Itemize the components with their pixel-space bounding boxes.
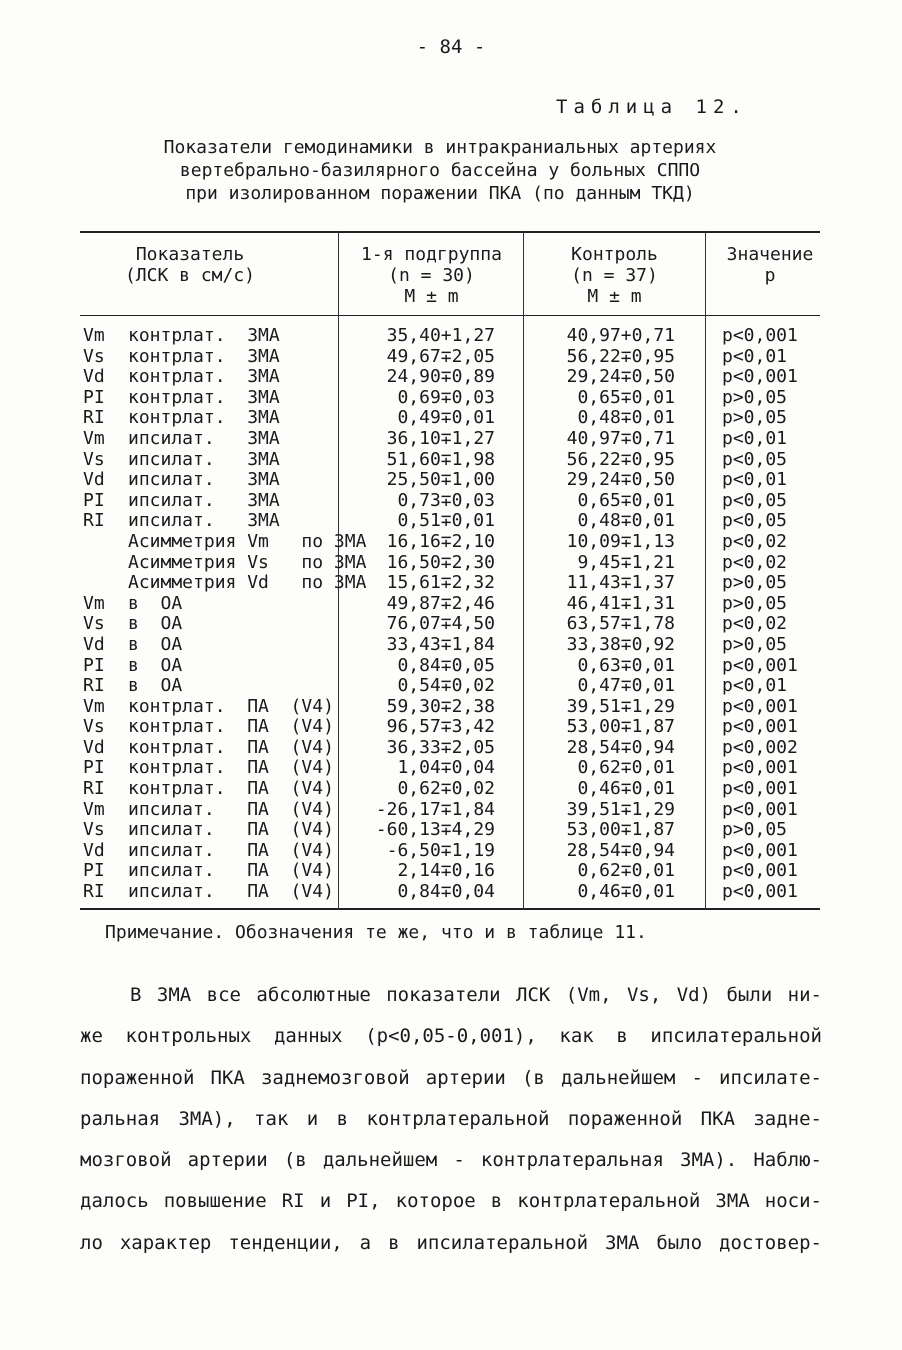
cell-description: контрлат. ЗМА bbox=[128, 366, 280, 388]
header-control-stat: M ± m bbox=[587, 286, 642, 307]
cell-description: в ОА bbox=[128, 613, 183, 635]
cell-indicator: PI bbox=[83, 386, 105, 408]
cell-group1-value: 0,49∓0,01 bbox=[397, 407, 495, 429]
cell-p-value: p<0,001 bbox=[722, 881, 798, 903]
cell-p-value: p>0,05 bbox=[722, 633, 788, 655]
table-row bbox=[0, 779, 902, 800]
cell-p-value: p<0,01 bbox=[722, 469, 788, 491]
table-body bbox=[0, 326, 902, 903]
cell-description: Асимметрия Vs по ЗМА bbox=[128, 551, 367, 573]
table-row bbox=[0, 429, 902, 450]
cell-indicator: Vs bbox=[83, 345, 105, 367]
cell-description: в ОА bbox=[128, 675, 183, 697]
cell-p-value: p<0,001 bbox=[722, 695, 798, 717]
cell-control-value: 63,57∓1,78 bbox=[566, 613, 675, 635]
cell-description: контрлат. ПА (V4) bbox=[128, 695, 334, 717]
cell-indicator: PI bbox=[83, 757, 105, 779]
table-row bbox=[0, 635, 902, 656]
header-indicator-unit: (ЛСК в см/с) bbox=[124, 265, 256, 286]
header-group1-stat: M ± m bbox=[404, 286, 459, 307]
header-control-title: Контроль bbox=[571, 244, 658, 265]
header-control-n: (n = 37) bbox=[571, 265, 658, 286]
table-row bbox=[0, 820, 902, 841]
header-p-title: Значение bbox=[726, 244, 814, 265]
cell-control-value: 53,00∓1,87 bbox=[566, 819, 675, 841]
cell-description: ипсилат. ПА (V4) bbox=[128, 881, 334, 903]
cell-p-value: p<0,001 bbox=[722, 325, 798, 346]
paragraph-line: В ЗМА все абсолютные показатели ЛСК (Vm, Vs, Vd) были ни- bbox=[130, 984, 822, 1006]
cell-description: ипсилат. ЗМА bbox=[128, 510, 280, 532]
table-row bbox=[0, 388, 902, 409]
paragraph-line: ло характер тенденции, а в ипсилатеральной ЗМА было достовер- bbox=[80, 1231, 822, 1254]
cell-p-value: p<0,001 bbox=[722, 654, 798, 676]
table-caption bbox=[60, 136, 820, 205]
cell-indicator: Vm bbox=[83, 592, 105, 614]
cell-p-value: p>0,05 bbox=[722, 386, 788, 408]
cell-group1-value: 16,16∓2,10 bbox=[386, 530, 495, 552]
cell-p-value: p>0,05 bbox=[722, 407, 788, 429]
cell-description: ипсилат. ПА (V4) bbox=[128, 839, 334, 861]
cell-control-value: 9,45∓1,21 bbox=[577, 551, 675, 573]
cell-p-value: p>0,05 bbox=[722, 572, 788, 594]
cell-description: в ОА bbox=[128, 633, 183, 655]
cell-p-value: p>0,05 bbox=[722, 819, 788, 841]
cell-control-value: 28,54∓0,94 bbox=[566, 736, 675, 758]
cell-indicator: Vs bbox=[83, 819, 105, 841]
table-row bbox=[0, 697, 902, 718]
header-p-symbol: p bbox=[764, 265, 776, 286]
header-group1-n: (n = 30) bbox=[388, 265, 475, 286]
table-row bbox=[0, 717, 902, 738]
cell-group1-value: 16,50∓2,30 bbox=[386, 551, 495, 573]
cell-group1-value: -6,50∓1,19 bbox=[386, 839, 495, 861]
cell-indicator: Vm bbox=[83, 798, 105, 820]
cell-group1-value: 0,62∓0,02 bbox=[397, 778, 495, 800]
cell-control-value: 40,97+0,71 bbox=[566, 325, 675, 346]
cell-group1-value: 76,07∓4,50 bbox=[386, 613, 495, 635]
cell-description: ипсилат. ЗМА bbox=[128, 448, 280, 470]
cell-group1-value: 0,69∓0,03 bbox=[397, 386, 495, 408]
page-number: - 84 - bbox=[416, 36, 486, 58]
cell-p-value: p<0,001 bbox=[722, 757, 798, 779]
cell-description: ипсилат. ПА (V4) bbox=[128, 819, 334, 841]
table-row bbox=[0, 738, 902, 759]
cell-group1-value: 0,54∓0,02 bbox=[397, 675, 495, 697]
cell-control-value: 29,24∓0,50 bbox=[566, 469, 675, 491]
cell-p-value: p<0,01 bbox=[722, 345, 788, 367]
caption-line: Показатели гемодинамики в интракраниальных артериях bbox=[163, 137, 717, 158]
cell-control-value: 0,46∓0,01 bbox=[577, 778, 675, 800]
cell-group1-value: 49,67∓2,05 bbox=[386, 345, 495, 367]
table-row bbox=[0, 367, 902, 388]
table-row bbox=[0, 614, 902, 635]
cell-description: в ОА bbox=[128, 592, 183, 614]
cell-p-value: p<0,01 bbox=[722, 427, 788, 449]
cell-indicator: PI bbox=[83, 860, 105, 882]
cell-description: контрлат. ПА (V4) bbox=[128, 736, 334, 758]
header-group1 bbox=[340, 244, 523, 307]
cell-control-value: 10,09∓1,13 bbox=[566, 530, 675, 552]
cell-group1-value: 35,40+1,27 bbox=[386, 325, 495, 346]
cell-control-value: 29,24∓0,50 bbox=[566, 366, 675, 388]
table-row bbox=[0, 553, 902, 574]
cell-description: контрлат. ЗМА bbox=[128, 386, 280, 408]
caption-line: при изолированном поражении ПКА (по данным ТКД) bbox=[185, 183, 695, 204]
table-note: Примечание. Обозначения те же, что и в таблице 11. bbox=[105, 922, 647, 943]
cell-control-value: 0,62∓0,01 bbox=[577, 757, 675, 779]
header-p bbox=[706, 244, 834, 286]
cell-indicator: RI bbox=[83, 407, 105, 429]
cell-indicator: Vm bbox=[83, 325, 105, 346]
cell-indicator: PI bbox=[83, 654, 105, 676]
table-row bbox=[0, 758, 902, 779]
table-row bbox=[0, 532, 902, 553]
table-row bbox=[0, 491, 902, 512]
cell-description: ипсилат. ЗМА bbox=[128, 427, 280, 449]
cell-group1-value: 0,73∓0,03 bbox=[397, 489, 495, 511]
paragraph-line: далось повышение RI и PI, которое в контрлатеральной ЗМА носи- bbox=[80, 1190, 822, 1213]
cell-indicator: Vm bbox=[83, 427, 105, 449]
header-group1-title: 1-я подгруппа bbox=[361, 244, 502, 265]
cell-group1-value: 25,50∓1,00 bbox=[386, 469, 495, 491]
cell-group1-value: 0,84∓0,05 bbox=[397, 654, 495, 676]
cell-description: контрлат. ПА (V4) bbox=[128, 716, 334, 738]
paragraph-line: мозговой артерии (в дальнейшем - контрлатеральная ЗМА). Наблю- bbox=[80, 1149, 822, 1172]
cell-group1-value: 59,30∓2,38 bbox=[386, 695, 495, 717]
cell-control-value: 56,22∓0,95 bbox=[566, 448, 675, 470]
cell-group1-value: 33,43∓1,84 bbox=[386, 633, 495, 655]
cell-group1-value: 51,60∓1,98 bbox=[386, 448, 495, 470]
cell-group1-value: 49,87∓2,46 bbox=[386, 592, 495, 614]
cell-description: Асимметрия Vd по ЗМА bbox=[128, 572, 367, 594]
cell-indicator: Vm bbox=[83, 695, 105, 717]
table-row bbox=[0, 470, 902, 491]
table-row bbox=[0, 800, 902, 821]
cell-p-value: p<0,05 bbox=[722, 489, 788, 511]
cell-p-value: p<0,02 bbox=[722, 551, 788, 573]
cell-control-value: 0,62∓0,01 bbox=[577, 860, 675, 882]
cell-control-value: 0,48∓0,01 bbox=[577, 510, 675, 532]
table-row bbox=[0, 511, 902, 532]
table-row bbox=[0, 347, 902, 368]
cell-control-value: 39,51∓1,29 bbox=[566, 695, 675, 717]
cell-control-value: 53,00∓1,87 bbox=[566, 716, 675, 738]
cell-p-value: p<0,001 bbox=[722, 860, 798, 882]
table-row bbox=[0, 408, 902, 429]
cell-p-value: p<0,05 bbox=[722, 510, 788, 532]
cell-description: контрлат. ЗМА bbox=[128, 345, 280, 367]
header-control bbox=[524, 244, 705, 307]
table-row bbox=[0, 656, 902, 677]
caption-line: вертебрально-базилярного бассейна у больных СППО bbox=[179, 160, 701, 181]
cell-p-value: p<0,001 bbox=[722, 778, 798, 800]
table-row bbox=[0, 594, 902, 615]
cell-p-value: p<0,05 bbox=[722, 448, 788, 470]
cell-control-value: 0,48∓0,01 bbox=[577, 407, 675, 429]
cell-indicator: Vs bbox=[83, 716, 105, 738]
cell-group1-value: 2,14∓0,16 bbox=[397, 860, 495, 882]
cell-description: контрлат. ЗМА bbox=[128, 325, 280, 346]
cell-p-value: p<0,002 bbox=[722, 736, 798, 758]
cell-indicator: Vd bbox=[83, 736, 105, 758]
cell-indicator: RI bbox=[83, 510, 105, 532]
cell-indicator: Vd bbox=[83, 469, 105, 491]
table-header-rule bbox=[80, 315, 820, 316]
cell-group1-value: -60,13∓4,29 bbox=[375, 819, 495, 841]
cell-description: контрлат. ЗМА bbox=[128, 407, 280, 429]
paragraph-line: пораженной ПКА заднемозговой артерии (в дальнейшем - ипсилате- bbox=[80, 1066, 822, 1089]
table-bottom-rule bbox=[80, 908, 820, 910]
cell-control-value: 56,22∓0,95 bbox=[566, 345, 675, 367]
cell-group1-value: -26,17∓1,84 bbox=[375, 798, 495, 820]
cell-p-value: p<0,001 bbox=[722, 798, 798, 820]
cell-group1-value: 0,84∓0,04 bbox=[397, 881, 495, 903]
paragraph-line: ральная ЗМА), так и в контрлатеральной пораженной ПКА задне- bbox=[80, 1107, 822, 1130]
cell-group1-value: 15,61∓2,32 bbox=[386, 572, 495, 594]
cell-p-value: p<0,02 bbox=[722, 613, 788, 635]
paragraph-line: же контрольных данных (р<0,05-0,001), как в ипсилатеральной bbox=[80, 1025, 822, 1048]
cell-control-value: 40,97∓0,71 bbox=[566, 427, 675, 449]
cell-group1-value: 96,57∓3,42 bbox=[386, 716, 495, 738]
table-row bbox=[0, 676, 902, 697]
cell-p-value: p<0,02 bbox=[722, 530, 788, 552]
cell-control-value: 33,38∓0,92 bbox=[566, 633, 675, 655]
cell-control-value: 46,41∓1,31 bbox=[566, 592, 675, 614]
table-row bbox=[0, 882, 902, 903]
cell-p-value: p<0,001 bbox=[722, 716, 798, 738]
cell-indicator: Vd bbox=[83, 366, 105, 388]
table-row bbox=[0, 326, 902, 347]
cell-control-value: 28,54∓0,94 bbox=[566, 839, 675, 861]
table-number: Таблица 12. bbox=[556, 96, 748, 118]
cell-description: ипсилат. ЗМА bbox=[128, 469, 280, 491]
cell-group1-value: 24,90∓0,89 bbox=[386, 366, 495, 388]
table-row bbox=[0, 573, 902, 594]
cell-control-value: 0,47∓0,01 bbox=[577, 675, 675, 697]
table-row bbox=[0, 861, 902, 882]
cell-indicator: Vd bbox=[83, 839, 105, 861]
cell-group1-value: 36,10∓1,27 bbox=[386, 427, 495, 449]
cell-indicator: Vs bbox=[83, 613, 105, 635]
table-row bbox=[0, 841, 902, 862]
cell-p-value: p<0,01 bbox=[722, 675, 788, 697]
body-paragraph bbox=[80, 980, 822, 1269]
cell-description: в ОА bbox=[128, 654, 183, 676]
cell-control-value: 0,65∓0,01 bbox=[577, 489, 675, 511]
cell-indicator: Vd bbox=[83, 633, 105, 655]
cell-p-value: p<0,001 bbox=[722, 366, 798, 388]
cell-indicator: RI bbox=[83, 675, 105, 697]
cell-description: контрлат. ПА (V4) bbox=[128, 778, 334, 800]
cell-group1-value: 36,33∓2,05 bbox=[386, 736, 495, 758]
cell-description: ипсилат. ЗМА bbox=[128, 489, 280, 511]
table-row bbox=[0, 450, 902, 471]
cell-indicator: Vs bbox=[83, 448, 105, 470]
cell-p-value: p<0,001 bbox=[722, 839, 798, 861]
cell-description: ипсилат. ПА (V4) bbox=[128, 798, 334, 820]
header-indicator-title: Показатель bbox=[135, 244, 245, 265]
cell-description: контрлат. ПА (V4) bbox=[128, 757, 334, 779]
cell-indicator: RI bbox=[83, 881, 105, 903]
cell-indicator: PI bbox=[83, 489, 105, 511]
cell-control-value: 0,63∓0,01 bbox=[577, 654, 675, 676]
cell-control-value: 39,51∓1,29 bbox=[566, 798, 675, 820]
cell-p-value: p>0,05 bbox=[722, 592, 788, 614]
cell-group1-value: 0,51∓0,01 bbox=[397, 510, 495, 532]
cell-description: Асимметрия Vm по ЗМА bbox=[128, 530, 367, 552]
header-indicator bbox=[90, 244, 290, 286]
table-top-rule bbox=[80, 231, 820, 233]
cell-control-value: 0,65∓0,01 bbox=[577, 386, 675, 408]
cell-description: ипсилат. ПА (V4) bbox=[128, 860, 334, 882]
cell-control-value: 0,46∓0,01 bbox=[577, 881, 675, 903]
cell-control-value: 11,43∓1,37 bbox=[566, 572, 675, 594]
cell-indicator: RI bbox=[83, 778, 105, 800]
cell-group1-value: 1,04∓0,04 bbox=[397, 757, 495, 779]
